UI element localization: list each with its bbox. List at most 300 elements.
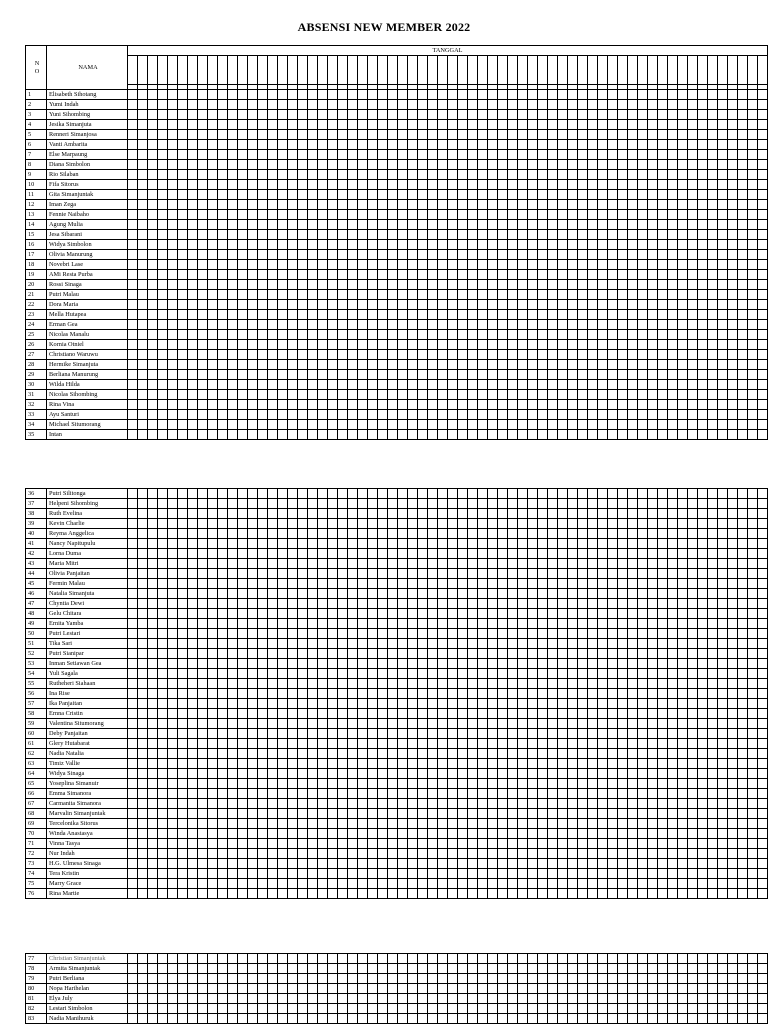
attendance-cell[interactable] — [518, 130, 528, 140]
attendance-cell[interactable] — [708, 489, 718, 499]
attendance-cell[interactable] — [458, 759, 468, 769]
attendance-cell[interactable] — [628, 839, 638, 849]
attendance-cell[interactable] — [168, 589, 178, 599]
attendance-cell[interactable] — [238, 669, 248, 679]
attendance-cell[interactable] — [198, 240, 208, 250]
attendance-cell[interactable] — [758, 719, 768, 729]
attendance-cell[interactable] — [538, 140, 548, 150]
attendance-cell[interactable] — [288, 200, 298, 210]
attendance-cell[interactable] — [378, 799, 388, 809]
attendance-cell[interactable] — [418, 90, 428, 100]
attendance-cell[interactable] — [138, 240, 148, 250]
attendance-cell[interactable] — [158, 499, 168, 509]
attendance-cell[interactable] — [328, 240, 338, 250]
attendance-cell[interactable] — [758, 300, 768, 310]
attendance-cell[interactable] — [298, 859, 308, 869]
attendance-cell[interactable] — [208, 789, 218, 799]
attendance-cell[interactable] — [318, 90, 328, 100]
attendance-cell[interactable] — [498, 140, 508, 150]
attendance-cell[interactable] — [748, 380, 758, 390]
attendance-cell[interactable] — [628, 619, 638, 629]
attendance-cell[interactable] — [698, 110, 708, 120]
attendance-cell[interactable] — [488, 799, 498, 809]
attendance-cell[interactable] — [218, 300, 228, 310]
attendance-cell[interactable] — [628, 509, 638, 519]
attendance-cell[interactable] — [608, 400, 618, 410]
attendance-cell[interactable] — [578, 250, 588, 260]
attendance-cell[interactable] — [138, 180, 148, 190]
attendance-cell[interactable] — [698, 679, 708, 689]
attendance-cell[interactable] — [608, 90, 618, 100]
attendance-cell[interactable] — [338, 160, 348, 170]
attendance-cell[interactable] — [328, 300, 338, 310]
attendance-cell[interactable] — [168, 659, 178, 669]
attendance-cell[interactable] — [268, 380, 278, 390]
attendance-cell[interactable] — [598, 90, 608, 100]
attendance-cell[interactable] — [508, 200, 518, 210]
attendance-cell[interactable] — [718, 719, 728, 729]
attendance-cell[interactable] — [508, 260, 518, 270]
attendance-cell[interactable] — [588, 669, 598, 679]
attendance-cell[interactable] — [388, 190, 398, 200]
attendance-cell[interactable] — [498, 430, 508, 440]
attendance-cell[interactable] — [148, 749, 158, 759]
attendance-cell[interactable] — [288, 230, 298, 240]
attendance-cell[interactable] — [558, 140, 568, 150]
attendance-cell[interactable] — [468, 499, 478, 509]
attendance-cell[interactable] — [278, 190, 288, 200]
attendance-cell[interactable] — [628, 130, 638, 140]
attendance-cell[interactable] — [608, 579, 618, 589]
attendance-cell[interactable] — [558, 819, 568, 829]
attendance-cell[interactable] — [568, 529, 578, 539]
attendance-cell[interactable] — [258, 350, 268, 360]
attendance-cell[interactable] — [698, 609, 708, 619]
attendance-cell[interactable] — [418, 260, 428, 270]
attendance-cell[interactable] — [418, 190, 428, 200]
attendance-cell[interactable] — [198, 260, 208, 270]
attendance-cell[interactable] — [478, 749, 488, 759]
attendance-cell[interactable] — [238, 489, 248, 499]
attendance-cell[interactable] — [318, 340, 328, 350]
attendance-cell[interactable] — [638, 360, 648, 370]
attendance-cell[interactable] — [208, 839, 218, 849]
attendance-cell[interactable] — [758, 430, 768, 440]
attendance-cell[interactable] — [568, 130, 578, 140]
attendance-cell[interactable] — [608, 799, 618, 809]
attendance-cell[interactable] — [598, 260, 608, 270]
attendance-cell[interactable] — [648, 160, 658, 170]
attendance-cell[interactable] — [548, 659, 558, 669]
attendance-cell[interactable] — [548, 579, 558, 589]
attendance-cell[interactable] — [278, 310, 288, 320]
attendance-cell[interactable] — [428, 499, 438, 509]
attendance-cell[interactable] — [198, 859, 208, 869]
attendance-cell[interactable] — [428, 679, 438, 689]
attendance-cell[interactable] — [178, 150, 188, 160]
attendance-cell[interactable] — [498, 789, 508, 799]
attendance-cell[interactable] — [288, 849, 298, 859]
attendance-cell[interactable] — [418, 629, 428, 639]
attendance-cell[interactable] — [228, 300, 238, 310]
attendance-cell[interactable] — [568, 240, 578, 250]
attendance-cell[interactable] — [588, 270, 598, 280]
attendance-cell[interactable] — [218, 589, 228, 599]
attendance-cell[interactable] — [558, 719, 568, 729]
attendance-cell[interactable] — [348, 739, 358, 749]
attendance-cell[interactable] — [378, 549, 388, 559]
attendance-cell[interactable] — [208, 539, 218, 549]
attendance-cell[interactable] — [128, 280, 138, 290]
attendance-cell[interactable] — [668, 330, 678, 340]
attendance-cell[interactable] — [398, 549, 408, 559]
attendance-cell[interactable] — [688, 130, 698, 140]
attendance-cell[interactable] — [528, 669, 538, 679]
attendance-cell[interactable] — [268, 739, 278, 749]
attendance-cell[interactable] — [608, 410, 618, 420]
attendance-cell[interactable] — [128, 739, 138, 749]
attendance-cell[interactable] — [338, 639, 348, 649]
attendance-cell[interactable] — [178, 809, 188, 819]
attendance-cell[interactable] — [398, 809, 408, 819]
attendance-cell[interactable] — [318, 390, 328, 400]
attendance-cell[interactable] — [178, 330, 188, 340]
attendance-cell[interactable] — [388, 390, 398, 400]
attendance-cell[interactable] — [228, 230, 238, 240]
attendance-cell[interactable] — [488, 130, 498, 140]
attendance-cell[interactable] — [268, 759, 278, 769]
attendance-cell[interactable] — [458, 350, 468, 360]
attendance-cell[interactable] — [498, 320, 508, 330]
attendance-cell[interactable] — [188, 849, 198, 859]
attendance-cell[interactable] — [158, 739, 168, 749]
attendance-cell[interactable] — [258, 849, 268, 859]
attendance-cell[interactable] — [468, 160, 478, 170]
attendance-cell[interactable] — [258, 749, 268, 759]
attendance-cell[interactable] — [578, 679, 588, 689]
attendance-cell[interactable] — [598, 420, 608, 430]
attendance-cell[interactable] — [128, 120, 138, 130]
attendance-cell[interactable] — [238, 859, 248, 869]
attendance-cell[interactable] — [388, 170, 398, 180]
attendance-cell[interactable] — [138, 649, 148, 659]
attendance-cell[interactable] — [368, 250, 378, 260]
attendance-cell[interactable] — [378, 749, 388, 759]
attendance-cell[interactable] — [538, 679, 548, 689]
attendance-cell[interactable] — [728, 699, 738, 709]
attendance-cell[interactable] — [588, 699, 598, 709]
attendance-cell[interactable] — [468, 609, 478, 619]
attendance-cell[interactable] — [258, 679, 268, 689]
attendance-cell[interactable] — [278, 819, 288, 829]
attendance-cell[interactable] — [248, 220, 258, 230]
attendance-cell[interactable] — [728, 809, 738, 819]
attendance-cell[interactable] — [668, 410, 678, 420]
attendance-cell[interactable] — [518, 210, 528, 220]
attendance-cell[interactable] — [148, 609, 158, 619]
attendance-cell[interactable] — [518, 390, 528, 400]
attendance-cell[interactable] — [558, 749, 568, 759]
attendance-cell[interactable] — [328, 569, 338, 579]
attendance-cell[interactable] — [638, 100, 648, 110]
attendance-cell[interactable] — [128, 160, 138, 170]
attendance-cell[interactable] — [188, 200, 198, 210]
attendance-cell[interactable] — [388, 839, 398, 849]
attendance-cell[interactable] — [718, 190, 728, 200]
attendance-cell[interactable] — [758, 529, 768, 539]
attendance-cell[interactable] — [598, 190, 608, 200]
attendance-cell[interactable] — [738, 90, 748, 100]
attendance-cell[interactable] — [428, 210, 438, 220]
attendance-cell[interactable] — [368, 160, 378, 170]
attendance-cell[interactable] — [488, 240, 498, 250]
attendance-cell[interactable] — [478, 559, 488, 569]
attendance-cell[interactable] — [298, 709, 308, 719]
attendance-cell[interactable] — [548, 270, 558, 280]
attendance-cell[interactable] — [368, 639, 378, 649]
attendance-cell[interactable] — [278, 799, 288, 809]
attendance-cell[interactable] — [618, 669, 628, 679]
attendance-cell[interactable] — [638, 759, 648, 769]
attendance-cell[interactable] — [598, 629, 608, 639]
attendance-cell[interactable] — [568, 689, 578, 699]
attendance-cell[interactable] — [228, 489, 238, 499]
attendance-cell[interactable] — [408, 100, 418, 110]
attendance-cell[interactable] — [428, 170, 438, 180]
attendance-cell[interactable] — [398, 769, 408, 779]
attendance-cell[interactable] — [658, 519, 668, 529]
attendance-cell[interactable] — [188, 330, 198, 340]
attendance-cell[interactable] — [358, 749, 368, 759]
attendance-cell[interactable] — [568, 330, 578, 340]
attendance-cell[interactable] — [238, 699, 248, 709]
attendance-cell[interactable] — [228, 779, 238, 789]
attendance-cell[interactable] — [368, 190, 378, 200]
attendance-cell[interactable] — [228, 350, 238, 360]
attendance-cell[interactable] — [618, 260, 628, 270]
attendance-cell[interactable] — [308, 489, 318, 499]
attendance-cell[interactable] — [258, 619, 268, 629]
attendance-cell[interactable] — [678, 539, 688, 549]
attendance-cell[interactable] — [618, 170, 628, 180]
attendance-cell[interactable] — [398, 619, 408, 629]
attendance-cell[interactable] — [148, 190, 158, 200]
attendance-cell[interactable] — [128, 90, 138, 100]
attendance-cell[interactable] — [648, 100, 658, 110]
attendance-cell[interactable] — [468, 529, 478, 539]
attendance-cell[interactable] — [488, 849, 498, 859]
attendance-cell[interactable] — [728, 420, 738, 430]
attendance-cell[interactable] — [328, 589, 338, 599]
attendance-cell[interactable] — [658, 849, 668, 859]
attendance-cell[interactable] — [638, 809, 648, 819]
attendance-cell[interactable] — [178, 210, 188, 220]
attendance-cell[interactable] — [578, 689, 588, 699]
attendance-cell[interactable] — [248, 719, 258, 729]
attendance-cell[interactable] — [408, 280, 418, 290]
attendance-cell[interactable] — [198, 559, 208, 569]
attendance-cell[interactable] — [658, 699, 668, 709]
attendance-cell[interactable] — [538, 719, 548, 729]
attendance-cell[interactable] — [218, 729, 228, 739]
attendance-cell[interactable] — [738, 350, 748, 360]
attendance-cell[interactable] — [388, 609, 398, 619]
attendance-cell[interactable] — [178, 220, 188, 230]
attendance-cell[interactable] — [658, 130, 668, 140]
attendance-cell[interactable] — [338, 579, 348, 589]
attendance-cell[interactable] — [188, 100, 198, 110]
attendance-cell[interactable] — [198, 160, 208, 170]
attendance-cell[interactable] — [468, 430, 478, 440]
attendance-cell[interactable] — [428, 120, 438, 130]
attendance-cell[interactable] — [518, 340, 528, 350]
attendance-cell[interactable] — [138, 729, 148, 739]
attendance-cell[interactable] — [308, 559, 318, 569]
attendance-cell[interactable] — [148, 420, 158, 430]
attendance-cell[interactable] — [258, 529, 268, 539]
attendance-cell[interactable] — [158, 100, 168, 110]
attendance-cell[interactable] — [358, 390, 368, 400]
attendance-cell[interactable] — [368, 499, 378, 509]
attendance-cell[interactable] — [728, 649, 738, 659]
attendance-cell[interactable] — [378, 579, 388, 589]
attendance-cell[interactable] — [548, 150, 558, 160]
attendance-cell[interactable] — [538, 310, 548, 320]
attendance-cell[interactable] — [558, 669, 568, 679]
attendance-cell[interactable] — [618, 839, 628, 849]
attendance-cell[interactable] — [228, 679, 238, 689]
attendance-cell[interactable] — [628, 559, 638, 569]
attendance-cell[interactable] — [188, 230, 198, 240]
attendance-cell[interactable] — [188, 839, 198, 849]
attendance-cell[interactable] — [128, 679, 138, 689]
attendance-cell[interactable] — [498, 649, 508, 659]
attendance-cell[interactable] — [418, 719, 428, 729]
attendance-cell[interactable] — [608, 420, 618, 430]
attendance-cell[interactable] — [478, 739, 488, 749]
attendance-cell[interactable] — [138, 120, 148, 130]
attendance-cell[interactable] — [258, 799, 268, 809]
attendance-cell[interactable] — [408, 370, 418, 380]
attendance-cell[interactable] — [128, 539, 138, 549]
attendance-cell[interactable] — [258, 380, 268, 390]
attendance-cell[interactable] — [318, 400, 328, 410]
attendance-cell[interactable] — [478, 839, 488, 849]
attendance-cell[interactable] — [508, 150, 518, 160]
attendance-cell[interactable] — [328, 579, 338, 589]
attendance-cell[interactable] — [188, 340, 198, 350]
attendance-cell[interactable] — [748, 300, 758, 310]
attendance-cell[interactable] — [328, 859, 338, 869]
attendance-cell[interactable] — [648, 519, 658, 529]
attendance-cell[interactable] — [428, 849, 438, 859]
attendance-cell[interactable] — [728, 619, 738, 629]
attendance-cell[interactable] — [378, 130, 388, 140]
attendance-cell[interactable] — [628, 370, 638, 380]
attendance-cell[interactable] — [248, 709, 258, 719]
attendance-cell[interactable] — [428, 609, 438, 619]
attendance-cell[interactable] — [138, 90, 148, 100]
attendance-cell[interactable] — [758, 849, 768, 859]
attendance-cell[interactable] — [608, 270, 618, 280]
attendance-cell[interactable] — [258, 519, 268, 529]
attendance-cell[interactable] — [248, 170, 258, 180]
attendance-cell[interactable] — [668, 649, 678, 659]
attendance-cell[interactable] — [728, 90, 738, 100]
attendance-cell[interactable] — [688, 240, 698, 250]
attendance-cell[interactable] — [538, 230, 548, 240]
attendance-cell[interactable] — [718, 819, 728, 829]
attendance-cell[interactable] — [398, 330, 408, 340]
attendance-cell[interactable] — [368, 390, 378, 400]
attendance-cell[interactable] — [408, 260, 418, 270]
attendance-cell[interactable] — [678, 390, 688, 400]
attendance-cell[interactable] — [588, 629, 598, 639]
attendance-cell[interactable] — [368, 709, 378, 719]
attendance-cell[interactable] — [328, 320, 338, 330]
attendance-cell[interactable] — [448, 629, 458, 639]
attendance-cell[interactable] — [198, 370, 208, 380]
attendance-cell[interactable] — [488, 489, 498, 499]
attendance-cell[interactable] — [458, 589, 468, 599]
attendance-cell[interactable] — [168, 839, 178, 849]
attendance-cell[interactable] — [468, 140, 478, 150]
attendance-cell[interactable] — [248, 619, 258, 629]
attendance-cell[interactable] — [228, 340, 238, 350]
attendance-cell[interactable] — [488, 579, 498, 589]
attendance-cell[interactable] — [308, 589, 318, 599]
attendance-cell[interactable] — [618, 749, 628, 759]
attendance-cell[interactable] — [468, 839, 478, 849]
attendance-cell[interactable] — [398, 609, 408, 619]
attendance-cell[interactable] — [288, 789, 298, 799]
attendance-cell[interactable] — [418, 799, 428, 809]
attendance-cell[interactable] — [328, 210, 338, 220]
attendance-cell[interactable] — [178, 759, 188, 769]
attendance-cell[interactable] — [218, 779, 228, 789]
attendance-cell[interactable] — [718, 799, 728, 809]
attendance-cell[interactable] — [638, 230, 648, 240]
attendance-cell[interactable] — [528, 549, 538, 559]
attendance-cell[interactable] — [568, 559, 578, 569]
attendance-cell[interactable] — [468, 340, 478, 350]
attendance-cell[interactable] — [408, 759, 418, 769]
attendance-cell[interactable] — [498, 769, 508, 779]
attendance-cell[interactable] — [368, 719, 378, 729]
attendance-cell[interactable] — [358, 430, 368, 440]
attendance-cell[interactable] — [308, 799, 318, 809]
attendance-cell[interactable] — [448, 809, 458, 819]
attendance-cell[interactable] — [228, 639, 238, 649]
attendance-cell[interactable] — [658, 230, 668, 240]
attendance-cell[interactable] — [348, 589, 358, 599]
attendance-cell[interactable] — [698, 360, 708, 370]
attendance-cell[interactable] — [338, 849, 348, 859]
attendance-cell[interactable] — [638, 619, 648, 629]
attendance-cell[interactable] — [718, 539, 728, 549]
attendance-cell[interactable] — [458, 280, 468, 290]
attendance-cell[interactable] — [128, 789, 138, 799]
attendance-cell[interactable] — [368, 130, 378, 140]
attendance-cell[interactable] — [128, 190, 138, 200]
attendance-cell[interactable] — [398, 779, 408, 789]
attendance-cell[interactable] — [568, 509, 578, 519]
attendance-cell[interactable] — [188, 260, 198, 270]
attendance-cell[interactable] — [528, 789, 538, 799]
attendance-cell[interactable] — [628, 180, 638, 190]
attendance-cell[interactable] — [528, 250, 538, 260]
attendance-cell[interactable] — [258, 689, 268, 699]
